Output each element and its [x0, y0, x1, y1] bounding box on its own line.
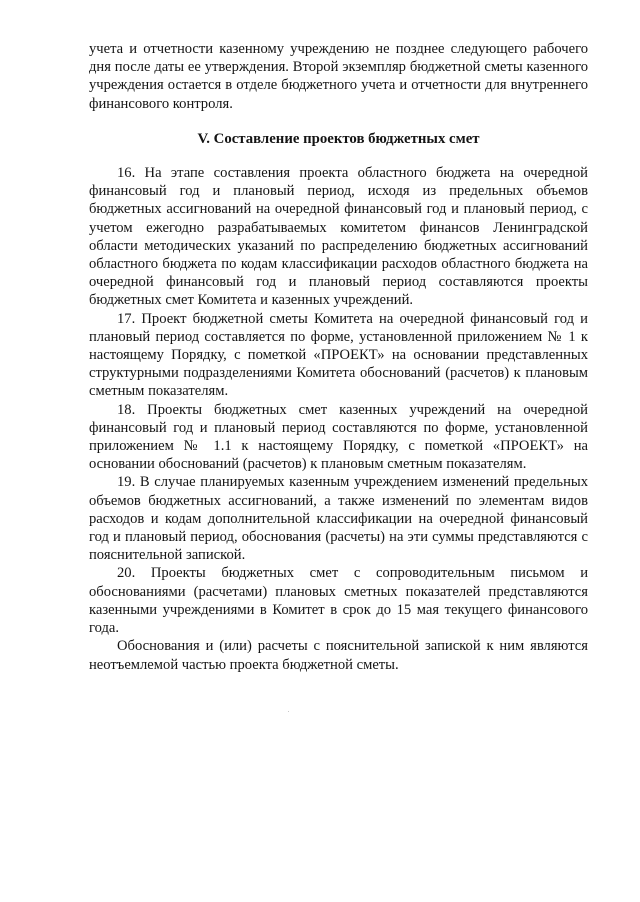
section-heading: V. Составление проектов бюджетных смет: [197, 130, 480, 147]
continued-paragraph: учета и отчетности казенному учреждению не позднее следующего рабочего дня после даты ее утверждения. Второй экземпляр бюджетной сметы казенного учреждения остается в отделе бюджетного учета и отчетности для внутреннего финансового контроля.: [89, 41, 588, 112]
paragraph-16: 16. На этапе составления проекта областного бюджета на очередной финансовый год и плановый период, исходя из предельных объемов бюджетных ассигнований на очередной финансовый год и плановый период, с учетом ежегодно разрабатываемых комитетом финансов Ленинградской области методических указаний по распределению бюджетных ассигнований областного бюджета по кодам классификации расходов областного бюджета на очередной финансовый год и плановый период составляются проекты бюджетных смет Комитета и казенных учреждений.: [89, 165, 588, 309]
paragraph-19: 19. В случае планируемых казенным учреждением изменений предельных объемов бюджетных ассигнований, а также изменений по элементам видов расходов и кодам дополнительной классификации на очередной финансовый год и плановый период, обоснования (расчеты) на эти суммы представляются с пояснительной запиской.: [89, 474, 588, 564]
paragraph-18: 18. Проекты бюджетных смет казенных учреждений на очередной финансовый год и плановый период составляются по форме, установленной приложением № 1.1 к настоящему Порядку, с пометкой «ПРОЕКТ» на основании обоснований (расчетов) к плановым сметным показателям.: [89, 401, 588, 473]
paragraph-17: 17. Проект бюджетной сметы Комитета на очередной финансовый год и плановый период составляется по форме, установленной приложением № 1 к настоящему Порядку, с пометкой «ПРОЕКТ» на основании представленных структурными подразделениями Комитета обоснований (расчетов) к плановым сметным показателям.: [89, 310, 588, 400]
document-body: [89, 40, 588, 674]
closing-paragraph: Обоснования и (или) расчеты с пояснительной запиской к ним являются неотъемлемой частью проекта бюджетной сметы.: [89, 638, 588, 673]
scan-speck: [288, 711, 289, 712]
paragraph-20: 20. Проекты бюджетных смет с сопроводительным письмом и обоснованиями (расчетами) плановых сметных показателей представляются казенными учреждениями в Комитет в срок до 15 мая текущего финансового года.: [89, 565, 588, 637]
